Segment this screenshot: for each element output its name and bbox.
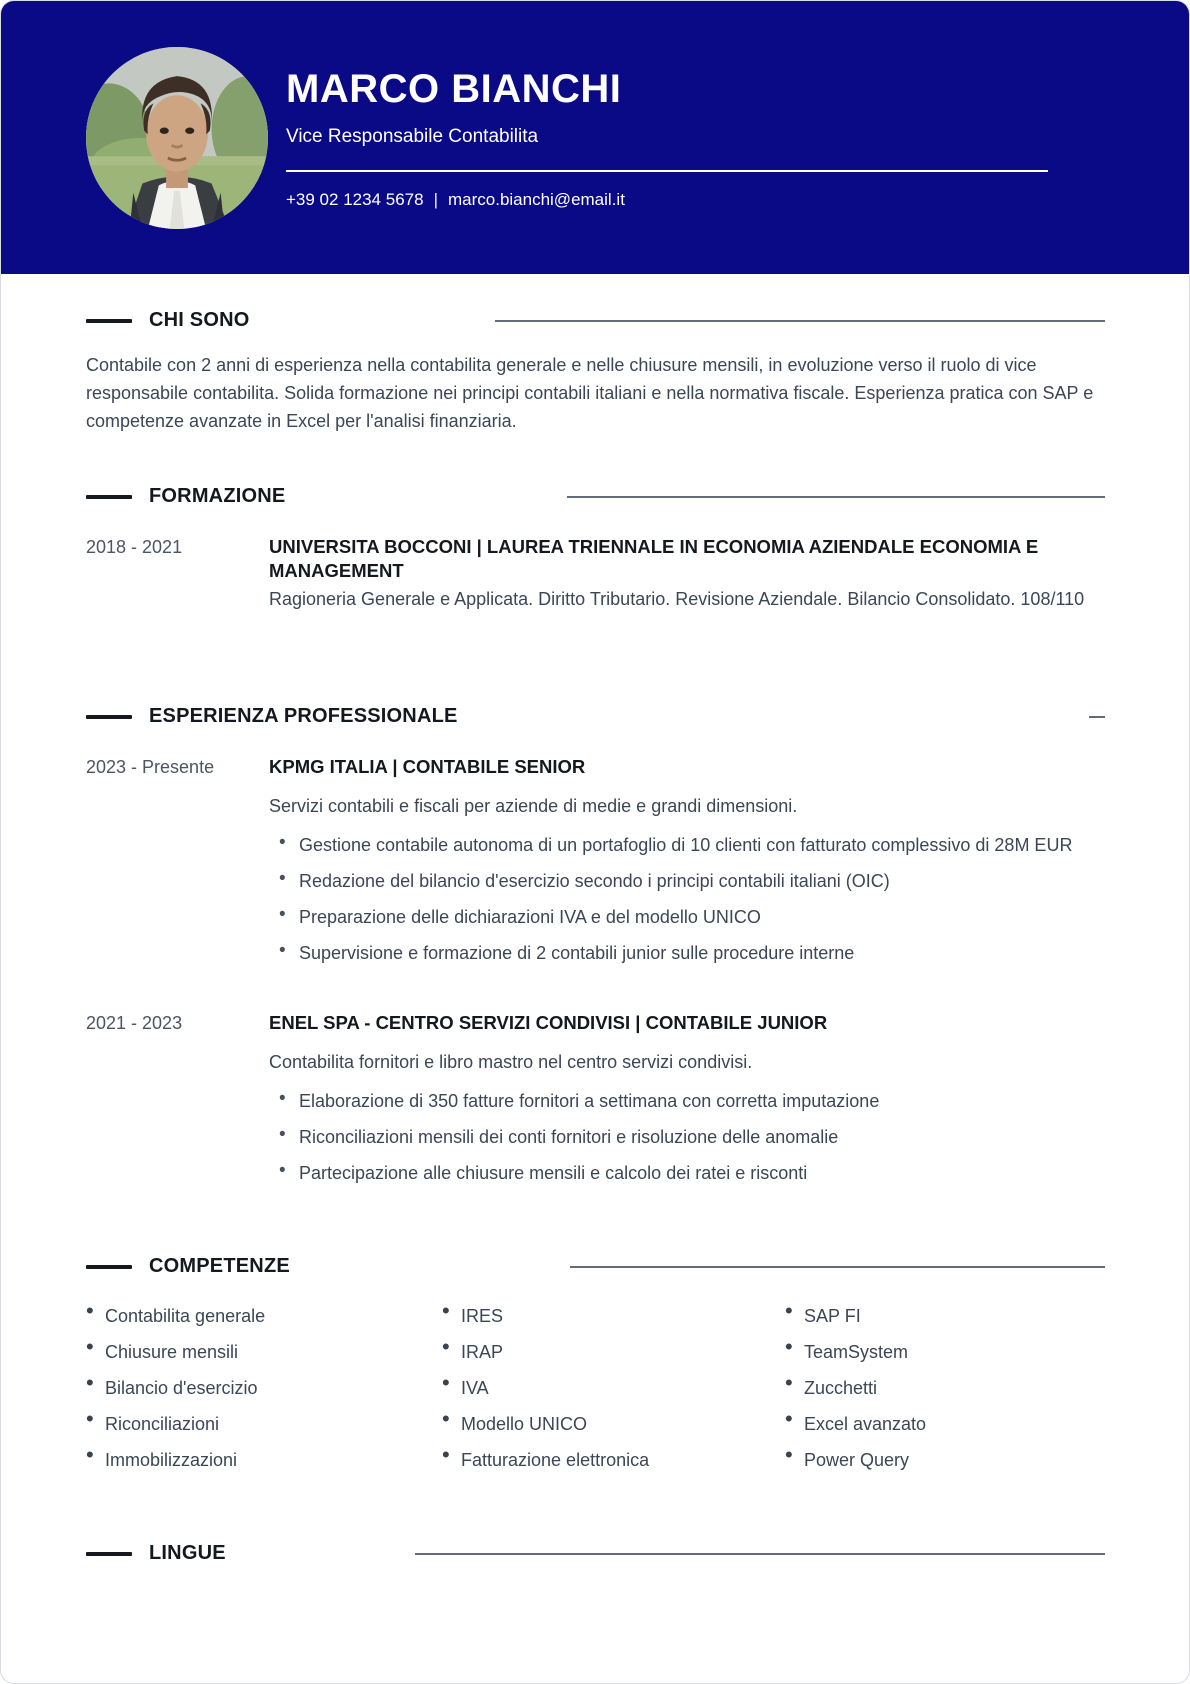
skill-item: • Bilancio d'esercizio: [86, 1376, 442, 1412]
section-title: COMPETENZE: [149, 1255, 290, 1277]
heading-dash: [86, 715, 132, 719]
skill-item: • SAP FI: [785, 1304, 1105, 1340]
skills-grid: [86, 1304, 1105, 1484]
about-text: Contabile con 2 anni di esperienza nella contabilita generale e nelle chiusure mensili, in evoluzione verso il ruolo di vice responsabile contabilita. Solida formazione nei principi contabili italiani e nella normativa fiscale. Esperienza pratica con SAP e competenze avanzate in Excel per l'analisi finanziaria.: [86, 355, 1094, 431]
heading-rule: [567, 496, 1105, 498]
skills-column-1: [86, 1304, 442, 1484]
section-title: LINGUE: [149, 1542, 226, 1564]
job-bullet: • Elaborazione di 350 fatture fornitori a settimana con corretta imputazione: [269, 1088, 1105, 1115]
skill-item: • Modello UNICO: [442, 1412, 785, 1448]
person-job-title: Vice Responsabile Contabilita: [286, 126, 539, 147]
section-esperienza: [86, 705, 1105, 1187]
job-title: KPMG ITALIA | CONTABILE SENIOR: [269, 756, 586, 777]
section-heading-row: [86, 1542, 1105, 1565]
section-title: ESPERIENZA PROFESSIONALE: [149, 705, 458, 727]
resume-body: [1, 309, 1189, 1565]
heading-dash: [86, 1265, 132, 1269]
job-entry: [86, 755, 1105, 967]
section-title: FORMAZIONE: [149, 485, 286, 507]
job-bullet-list: [269, 832, 1105, 967]
section-chi-sono: [86, 309, 1105, 435]
education-description: Ragioneria Generale e Applicata. Diritto Tributario. Revisione Aziendale. Bilancio Consolidato. 108/110: [269, 589, 1085, 609]
skill-item: • Immobilizzazioni: [86, 1448, 442, 1484]
skill-item: • TeamSystem: [785, 1340, 1105, 1376]
job-period: 2023 - Presente: [86, 757, 215, 777]
header-text-block: [286, 65, 1104, 210]
job-summary: Contabilita fornitori e libro mastro nel centro servizi condivisi.: [269, 1052, 753, 1072]
skill-item: • Excel avanzato: [785, 1412, 1105, 1448]
profile-photo-illustration: [86, 47, 268, 229]
skill-item: • IVA: [442, 1376, 785, 1412]
skill-item: • Zucchetti: [785, 1376, 1105, 1412]
job-summary: Servizi contabili e fiscali per aziende di medie e grandi dimensioni.: [269, 796, 798, 816]
skill-item: • Contabilita generale: [86, 1304, 442, 1340]
heading-dash: [86, 495, 132, 499]
job-bullet: • Riconciliazioni mensili dei conti fornitori e risoluzione delle anomalie: [269, 1124, 1105, 1151]
section-heading-row: [86, 1255, 1105, 1278]
section-heading-row: [86, 485, 1105, 508]
job-bullet: • Gestione contabile autonoma di un portafoglio di 10 clienti con fatturato complessivo di 28M EUR: [269, 832, 1105, 859]
person-name: MARCO BIANCHI: [286, 67, 622, 111]
skill-item: • IRAP: [442, 1340, 785, 1376]
heading-dash: [86, 319, 132, 323]
job-bullet: • Redazione del bilancio d'esercizio secondo i principi contabili italiani (OIC): [269, 868, 1105, 895]
section-heading-row: [86, 705, 1105, 728]
skills-column-2: [442, 1304, 785, 1484]
skills-column-3: [785, 1304, 1105, 1484]
job-bullet: • Preparazione delle dichiarazioni IVA e del modello UNICO: [269, 904, 1105, 931]
skill-item: • Chiusure mensili: [86, 1340, 442, 1376]
section-competenze: [86, 1255, 1105, 1484]
job-bullet: • Supervisione e formazione di 2 contabili junior sulle procedure interne: [269, 940, 1105, 967]
skill-item: • Riconciliazioni: [86, 1412, 442, 1448]
section-heading-row: [86, 309, 1105, 332]
profile-photo: [86, 47, 268, 229]
education-detail: [269, 535, 1105, 613]
job-entry: [86, 1011, 1105, 1187]
contact-separator: |: [433, 190, 438, 209]
education-period: 2018 - 2021: [86, 537, 183, 557]
section-formazione: [86, 485, 1105, 613]
section-title: CHI SONO: [149, 309, 250, 331]
heading-rule: [415, 1553, 1105, 1555]
education-title: UNIVERSITA BOCCONI | LAUREA TRIENNALE IN ECONOMIA AZIENDALE ECONOMIA E MANAGEMENT: [269, 536, 1039, 581]
education-entry: [86, 535, 1105, 613]
job-detail: [269, 755, 1105, 967]
heading-dash: [86, 1552, 132, 1556]
job-bullet-list: [269, 1088, 1105, 1187]
skill-item: • Fatturazione elettronica: [442, 1448, 785, 1484]
skill-item: • Power Query: [785, 1448, 1105, 1484]
contact-row: [286, 190, 1104, 210]
heading-rule: [495, 320, 1105, 322]
job-period: 2021 - 2023: [86, 1013, 183, 1033]
job-bullet: • Partecipazione alle chiusure mensili e calcolo dei ratei e risconti: [269, 1160, 1105, 1187]
job-detail: [269, 1011, 1105, 1187]
heading-rule: [1089, 716, 1105, 718]
header-divider: [286, 170, 1048, 172]
skill-item: • IRES: [442, 1304, 785, 1340]
header: [1, 1, 1189, 274]
heading-rule: [570, 1266, 1105, 1268]
job-title: ENEL SPA - CENTRO SERVIZI CONDIVISI | CONTABILE JUNIOR: [269, 1012, 828, 1033]
email-address: marco.bianchi@email.it: [447, 190, 625, 209]
section-lingue: [86, 1542, 1105, 1565]
phone-number: +39 02 1234 5678: [286, 190, 424, 209]
